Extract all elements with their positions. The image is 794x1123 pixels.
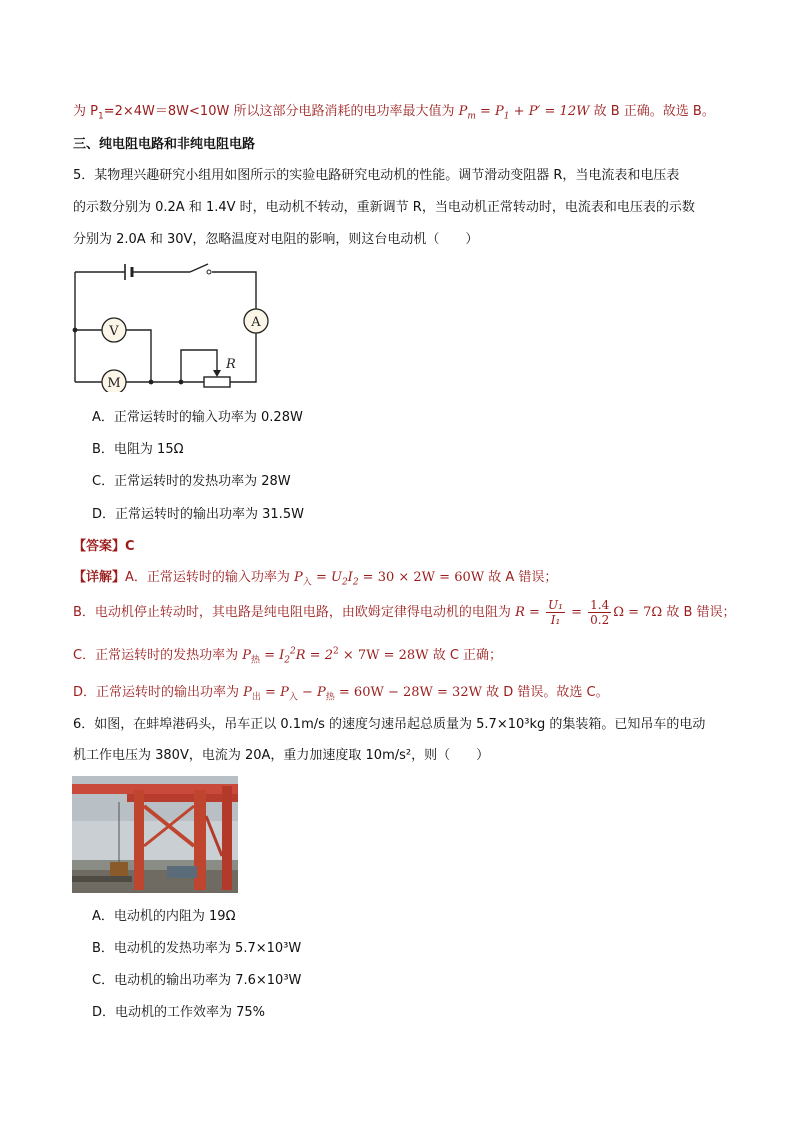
junction-dot [179,380,184,385]
q5-answer: 【答案】C [73,539,135,554]
q5-stem-line-2: 的示数分别为 0.2A 和 1.4V 时，电动机不转动，重新调节 R，当电动机正常转动时，电流表和电压表的示数 [73,200,695,215]
q5-detail-d: D．正常运转时的输出功率为 $P_出 = P_入 - P_热 = 60W - 28W = 32W$ 故 D 错误。故选 C。 [73,685,609,703]
q5-option-d: D．正常运转时的输出功率为 31.5W [92,507,304,522]
fraction-values: $\frac{1.4}{0.2}$ [590,598,610,627]
rheostat-label: R [226,357,236,372]
q6-option-b: B．电动机的发热功率为 5.7×10³W [92,941,302,956]
q5-stem-line-3: 分别为 2.0A 和 30V，忽略温度对电阻的影响，则这台电动机（ ） [73,232,479,247]
q6-stem-line-1: 6．如图，在蚌埠港码头，吊车正以 0.1m/s 的速度匀速吊起总质量为 5.7×10³kg 的集装箱。已知吊车的电动 [73,717,706,732]
q5-detail-a: 【详解】A．正常运转时的输入功率为 $P_入 = U_2I_2 = 30 \times 2W = 60W$ 故 A 错误； [73,570,558,588]
circuit-diagram [66,262,286,392]
voltmeter-label: V [109,324,119,339]
q5-stem-line-1: 5．某物理兴趣研究小组用如图所示的实验电路研究电动机的性能。调节滑动变阻器 R，当电流表和电压表 [73,168,680,183]
switch-contact [207,270,211,274]
q6-option-c: C．电动机的输出功率为 7.6×10³W [92,973,302,988]
q6-stem-line-2: 机工作电压为 380V，电流为 20A，重力加速度取 10m/s²，则（ ） [73,748,490,763]
harbor-crane-photo [72,776,238,893]
section-title: 三、纯电阻电路和非纯电阻电路 [73,137,256,152]
q5-detail-c: C．正常运转时的发热功率为 $P_热 = I_2^2R = 2^2 \times 7W = 28W$ 故 C 正确； [73,646,503,666]
junction-dot [149,380,154,385]
voltmeter [102,318,126,342]
q6-option-a: A．电动机的内阻为 19Ω [92,909,236,924]
q5-option-a: A．正常运转时的输入功率为 0.28W [92,410,303,425]
fraction-u1-i1: $\frac{\text{U₁}}{\text{I₁}}$ [548,598,563,627]
ammeter-label: A [251,315,261,330]
motor [102,370,126,392]
q6-option-d: D．电动机的工作效率为 75% [92,1005,266,1020]
q5-detail-b: B．电动机停止转动时，其电路是纯电阻电路，由欧姆定律得电动机的电阻为 R = $\frac{\text{U₁}}{\text{I₁}}$ = $\frac{1.4}{0.2}$ Ω = 7Ω 故 B 错误； [73,598,736,627]
rheostat-slider-arrow [213,370,221,377]
junction-dot [73,328,78,333]
motor-label: M [107,376,121,391]
q5-option-b: B．电阻为 15Ω [92,442,184,457]
ammeter [244,309,268,333]
q5-option-c: C．正常运转时的发热功率为 28W [92,474,291,489]
prev-solution-line: 为 $P_1=2\times 4W=8W<10W$ 所以这部分电路消耗的电功率最大值为 $P_m = P_1 + P' = 12W$ 故 B 正确。故选 B。 [73,104,715,122]
